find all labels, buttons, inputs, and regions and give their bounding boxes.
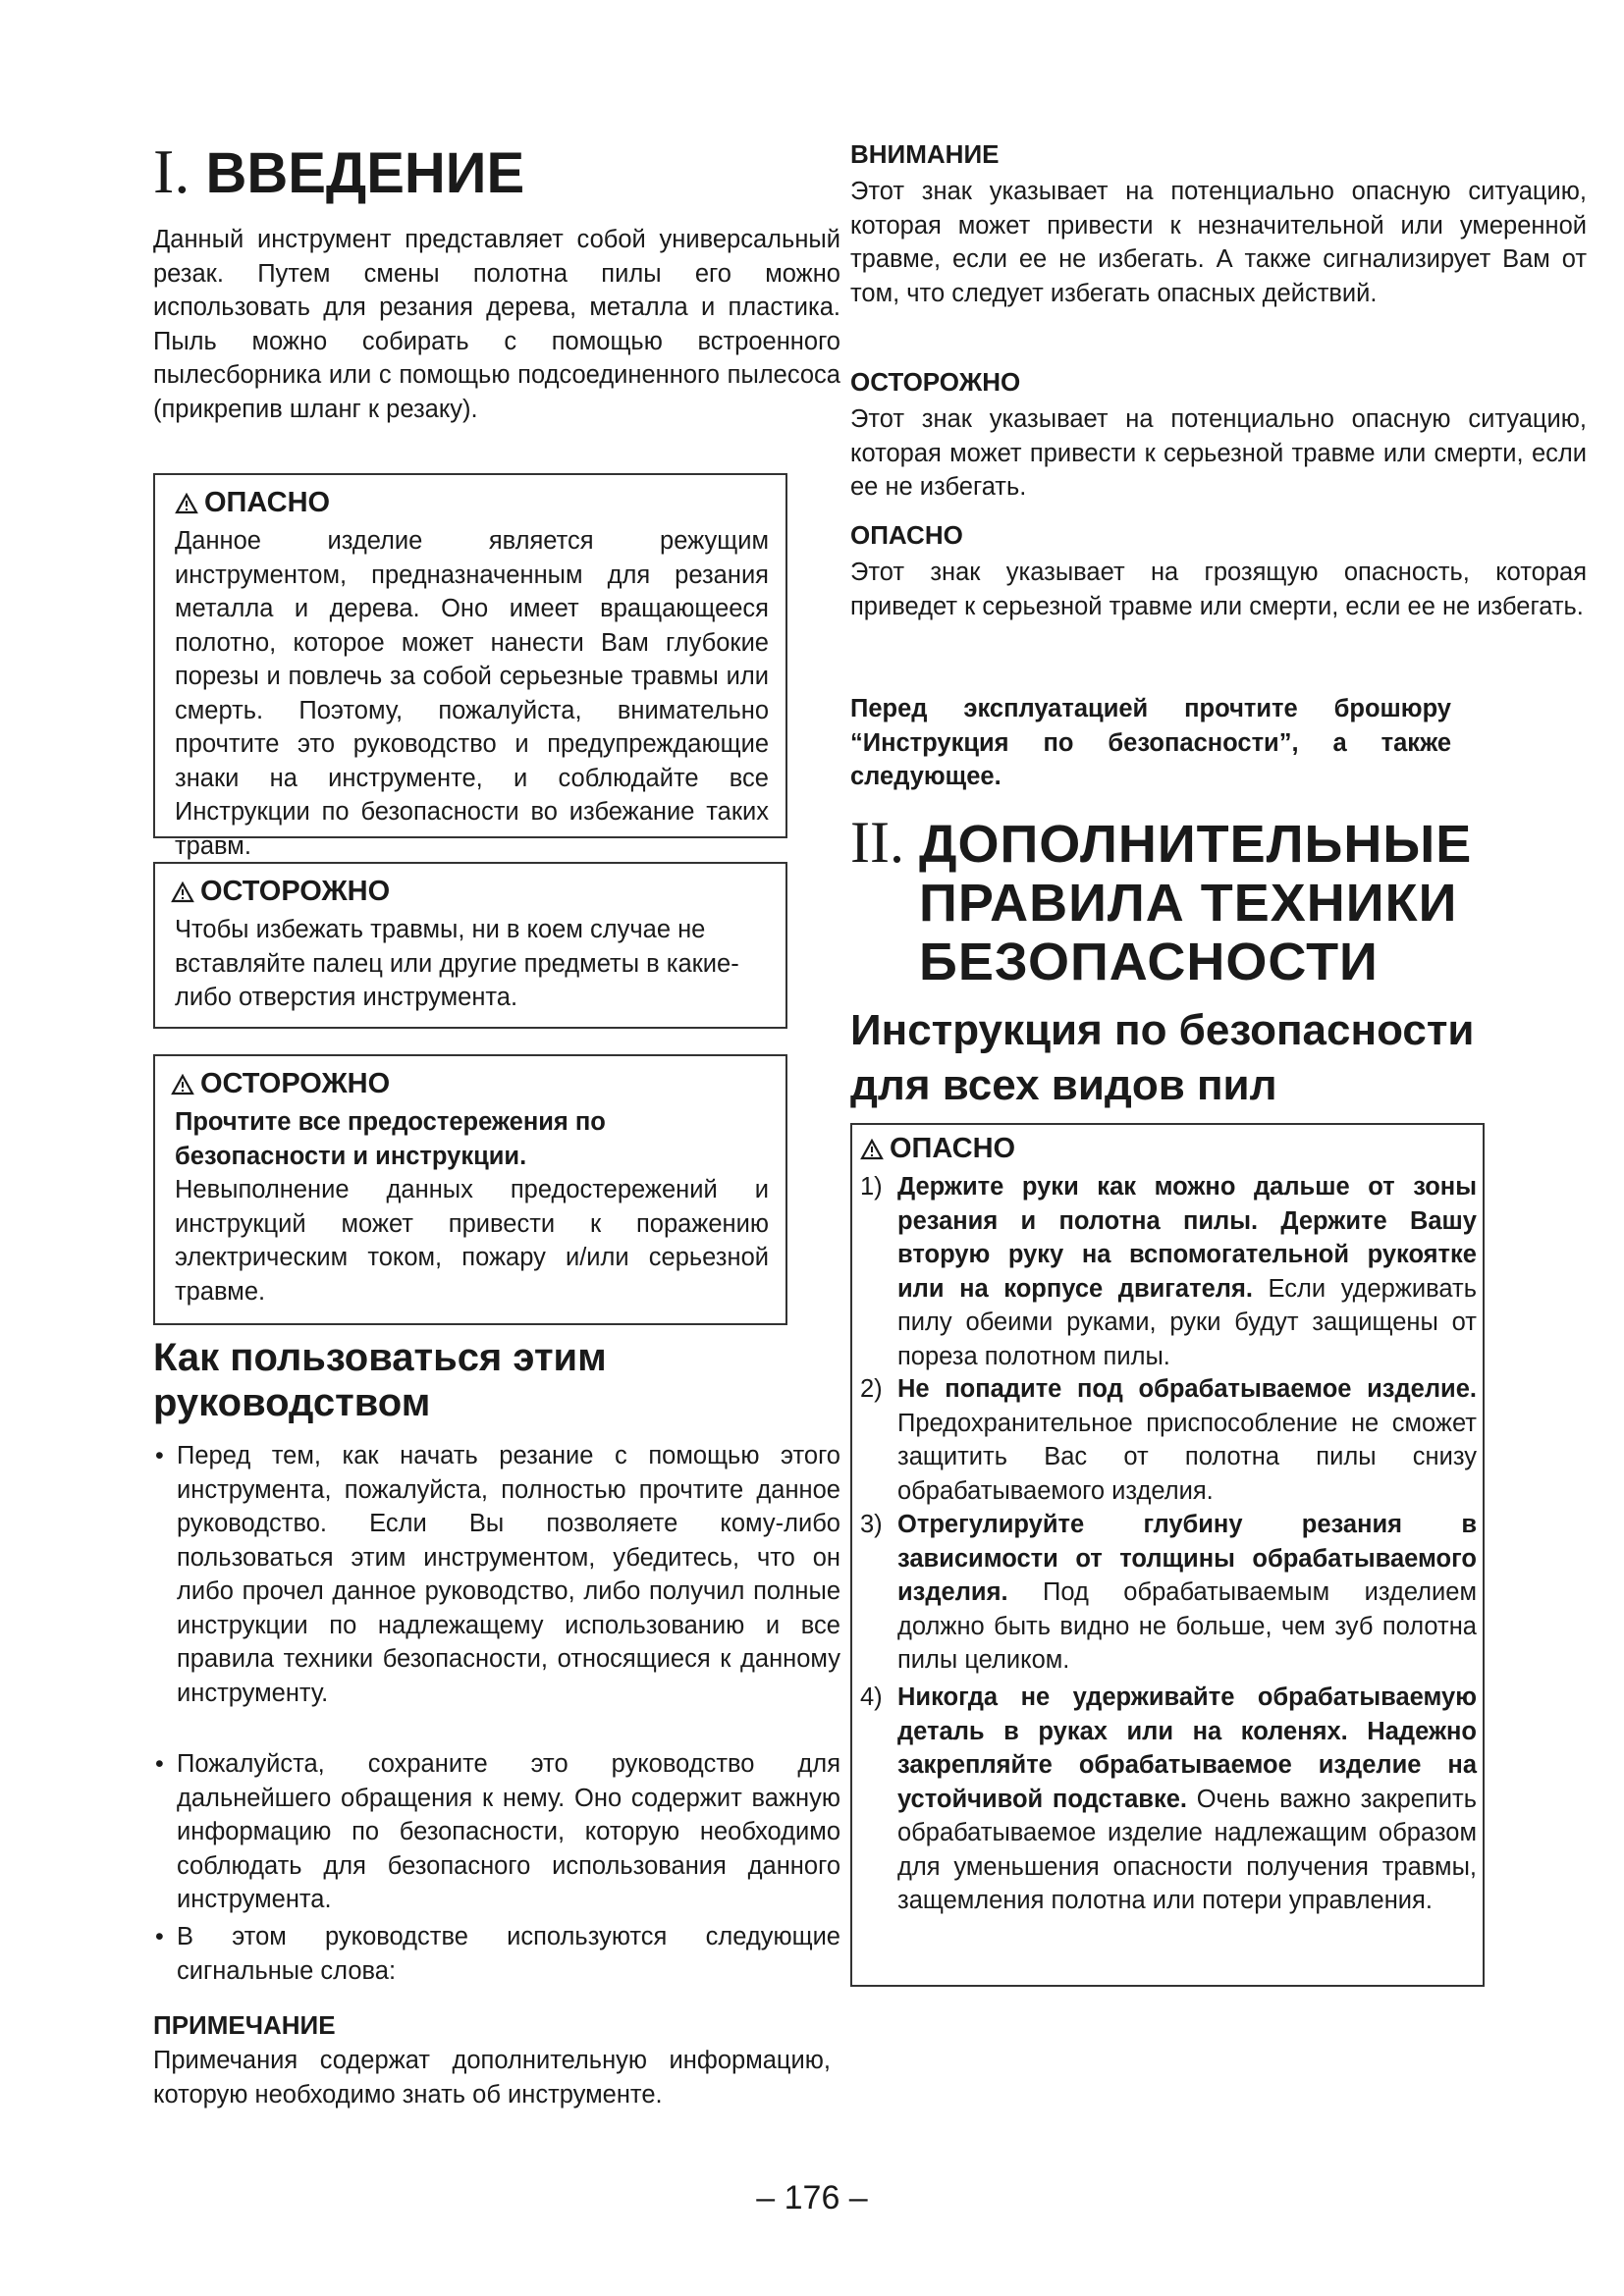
signal-warning-text: Этот знак указывает на потенциально опасную ситуацию, которая может привести к незначительной или умеренной травме, если ее не избегать. А также сигнализирует Вам от том, что следует избегать опасных действий. — [850, 178, 1587, 307]
note-text: Примечания содержат дополнительную информацию, которую необходимо знать об инструменте. — [153, 2047, 831, 2109]
bullet-icon: • — [155, 1923, 164, 1950]
signal-caution-label: ОСТОРОЖНО — [850, 367, 1021, 397]
caution-box-1-label: ОСТОРОЖНО — [200, 876, 391, 907]
warning-icon — [171, 881, 194, 903]
signal-danger-text: Этот знак указывает на грозящую опасность, которая приведет к серьезной травме или смерти, если ее не избегать. — [850, 559, 1587, 620]
saw-rule-2-plain: Предохранительное приспособление не сможет защитить Вас от полотна пилы снизу обрабатываемого изделия. — [897, 1409, 1477, 1505]
saw-rule-2-bold: Не попадите под обрабатываемое изделие. — [897, 1375, 1477, 1403]
note-label: ПРИМЕЧАНИЕ — [153, 2010, 336, 2040]
section2-title-line-3: БЕЗОПАСНОСТИ — [919, 933, 1379, 991]
intro-paragraph: Данный инструмент представляет собой универсальный резак. Путем смены полотна пилы его можно использовать для резания дерева, металла и пластика. Пыль можно собирать с помощью встроенного пылесборника или с помощью подсоединенного пылесоса (прикрепив шланг к резаку). — [153, 226, 840, 423]
saw-rule-3-bold: Отрегулируйте глубину резания в зависимости от толщины обрабатываемого изделия. — [897, 1511, 1477, 1606]
caution-box-1-title — [171, 876, 390, 908]
caution-box-2-bold: Прочтите все предостережения по безопасности и инструкции. — [175, 1108, 606, 1170]
how-to-heading: Как пользоваться этим руководством — [153, 1336, 607, 1424]
saw-rule-3-plain: Под обрабатываемым изделием должно быть видно не больше, чем зуб полотна пилы целиком. — [897, 1578, 1477, 1674]
saw-rule-2 — [860, 1372, 1477, 1504]
saw-rule-2-number: 2) — [860, 1375, 883, 1403]
saw-rule-4-number: 4) — [860, 1683, 883, 1711]
danger-box-label: ОПАСНО — [204, 487, 331, 518]
saw-rule-2-text — [897, 1372, 1477, 1508]
saw-instructions-heading: Инструкция по безопасности для всех видов пил — [850, 1006, 1475, 1109]
saw-rule-1-plain: Если удерживать пилу обеими руками, руки будут защищены от пореза полотном пилы. — [897, 1274, 1477, 1370]
caution-box-2-title — [171, 1068, 390, 1100]
danger-box-text: Данное изделие является режущим инструментом, предназначенным для резания металла и дерева. Оно имеет вращающееся полотно, которое может нанести Вам глубокие порезы и повлечь за собой серьезные травмы или смерть. Поэтому, пожалуйста, внимательно прочтите это руководство и предупреждающие знаки на инструменте, и соблюдайте все Инструкции по безопасности во избежание таких травм. — [175, 527, 769, 860]
caution-box-2-label: ОСТОРОЖНО — [200, 1068, 391, 1099]
how-to-bullet-2-text: Пожалуйста, сохраните это руководство для дальнейшего обращения к нему. Оно содержит важную информацию по безопасности, которую необходимо соблюдать для безопасного использования данного инструмента. — [177, 1750, 840, 1913]
saw-rule-4-bold: Никогда не удерживайте обрабатываемую деталь в руках или на коленях. Надежно закрепляйте обрабатываемое изделие на устойчивой подставке. — [897, 1683, 1477, 1813]
saw-rule-4 — [860, 1681, 1477, 1975]
saw-danger-box — [850, 1123, 1485, 1987]
warning-icon — [171, 1074, 194, 1095]
saw-rule-3 — [860, 1508, 1477, 1674]
signal-warning-label: ВНИМАНИЕ — [850, 139, 1000, 169]
section2-title-line-2: ПРАВИЛА ТЕХНИКИ — [919, 874, 1458, 933]
saw-rule-1 — [860, 1170, 1477, 1370]
saw-danger-box-title — [860, 1133, 1015, 1165]
danger-box — [153, 473, 787, 860]
intro-heading — [153, 137, 524, 208]
saw-danger-box-label: ОПАСНО — [890, 1133, 1016, 1164]
how-to-bullet-1-text: Перед тем, как начать резание с помощью этого инструмента, пожалуйста, полностью прочтите данное руководство. Если Вы позволяете кому-либо пользоваться этим инструментом, убедитесь, что он либо прочел данное руководство, либо получил полные инструкции по надлежащему использованию и все правила техники безопасности, относящиеся к данному инструменту. — [177, 1442, 840, 1707]
page-number: – 176 – — [756, 2179, 868, 2216]
caution-box-1 — [153, 862, 787, 1029]
intro-title: ВВЕДЕНИЕ — [205, 141, 525, 205]
caution-box-2-text: Невыполнение данных предостережений и инструкций может привести к поражению электрическим током, пожару и/или серьезной травме. — [175, 1176, 769, 1306]
saw-rule-1-text — [897, 1170, 1477, 1373]
saw-rule-1-bold: Держите руки как можно дальше от зоны резания и полотна пилы. Держите Вашу вторую руку на вспомогательной рукоятке или на корпусе двигателя. — [897, 1173, 1477, 1303]
saw-rule-1-number: 1) — [860, 1173, 883, 1201]
saw-rule-3-text — [897, 1508, 1477, 1678]
section2-title-line-1: ДОПОЛНИТЕЛЬНЫЕ — [919, 815, 1473, 874]
danger-box-title — [175, 487, 330, 519]
before-use-notice: Перед эксплуатацией прочтите брошюру “Инструкция по безопасности”, а также следующее. — [850, 695, 1451, 790]
warning-icon — [860, 1139, 884, 1160]
saw-rule-4-plain: Очень важно закрепить обрабатываемое изделие надлежащим образом для уменьшения опасности получения травмы, защемления полотна или потери управления. — [897, 1785, 1477, 1914]
warning-icon — [175, 493, 198, 514]
signal-caution-text: Этот знак указывает на потенциально опасную ситуацию, которая может привести к серьезной травме или смерти, если ее не избегать. — [850, 405, 1587, 501]
saw-rule-4-text — [897, 1681, 1477, 1918]
caution-box-1-text: Чтобы избежать травмы, ни в коем случае не вставляйте палец или другие предметы в какие-либо отверстия инструмента. — [175, 916, 739, 1011]
saw-rule-3-number: 3) — [860, 1511, 883, 1538]
section2-numeral: II. — [850, 810, 904, 875]
how-to-bullet-3-text: В этом руководстве используются следующие сигнальные слова: — [177, 1923, 840, 1985]
bullet-icon: • — [155, 1750, 164, 1778]
intro-numeral: I. — [153, 136, 190, 206]
bullet-icon: • — [155, 1442, 164, 1469]
signal-danger-label: ОПАСНО — [850, 520, 963, 550]
caution-box-2 — [153, 1054, 787, 1325]
